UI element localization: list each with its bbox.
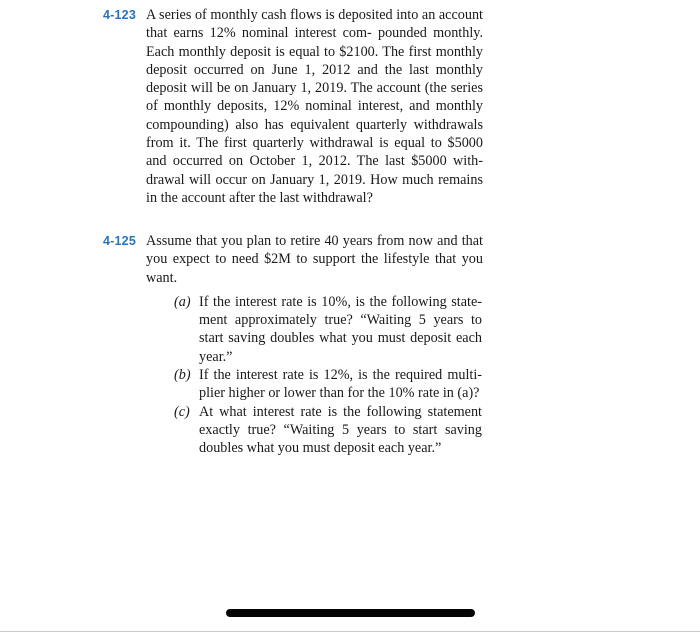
bottom-divider	[0, 631, 700, 632]
part-text: If the interest rate is 12%, is the required multi- plier higher or lower than for the 10% rate in (a)?	[199, 367, 482, 402]
problem-4-123	[103, 6, 483, 207]
problem-4-125	[103, 232, 483, 458]
problem-number: 4-125	[103, 234, 136, 248]
problem-number: 4-123	[103, 8, 136, 22]
problem-text: A series of monthly cash flows is deposited into an account that earns 12% nominal interest com- pounded monthly. Each monthly deposit is equal to $2100. The first monthly deposit occurred on June 1, 2012 and the last monthly deposit will be on January 1, 2019. The account (the series of monthly deposits, 12% nominal interest, and monthly compounding) also has equivalent quarterly withdrawals from it. The first quarterly withdrawal is equal to $5000 and occurred on October 1, 2012. The last $5000 with- drawal will occur on January 1, 2019. How much remains in the account after the last withdrawal?	[146, 7, 483, 206]
part-label: (c)	[174, 403, 190, 420]
home-indicator-bar[interactable]	[226, 609, 475, 617]
part-text: At what interest rate is the following statement exactly true? “Waiting 5 years to start saving doubles what you must deposit each year.”	[199, 403, 482, 457]
part-c	[174, 403, 482, 458]
part-b	[174, 366, 482, 403]
part-label: (a)	[174, 293, 191, 310]
part-text: If the interest rate is 10%, is the following state- ment approximately true? “Waiting 5 years to start saving doubles what you must deposit each year.”	[199, 293, 482, 365]
part-a	[174, 293, 482, 366]
part-label: (b)	[174, 367, 191, 384]
problem-text: Assume that you plan to retire 40 years from now and that you expect to need $2M to support the lifestyle that you want.	[146, 233, 483, 286]
